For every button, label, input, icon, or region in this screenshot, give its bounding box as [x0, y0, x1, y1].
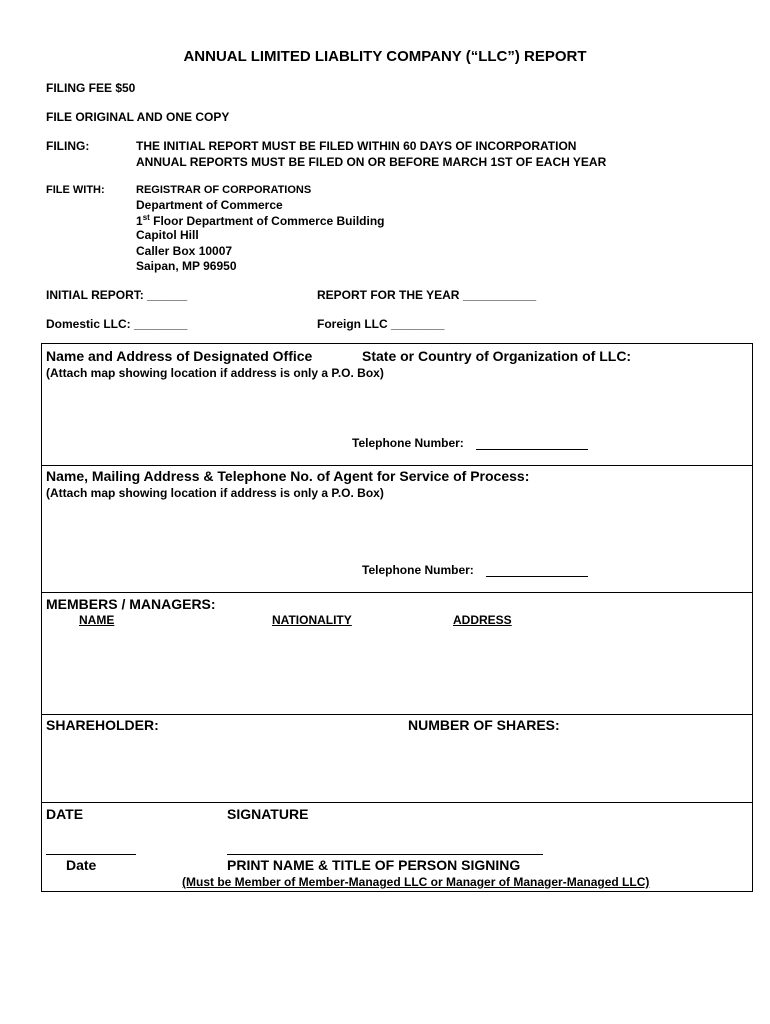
initial-report-label: INITIAL REPORT: [46, 288, 144, 302]
initial-report [46, 288, 187, 302]
column-name: NAME [79, 613, 115, 627]
state-country-heading: State or Country of Organization of LLC: [362, 348, 632, 364]
file-original: FILE ORIGINAL AND ONE COPY [46, 110, 230, 124]
agent-telephone-blank[interactable] [486, 576, 588, 577]
section-divider-2 [41, 592, 753, 593]
report-year-label: REPORT FOR THE YEAR [317, 288, 460, 302]
filing-line-1: THE INITIAL REPORT MUST BE FILED WITHIN 60 DAYS OF INCORPORATION [136, 139, 577, 153]
foreign-llc-label: Foreign LLC [317, 317, 388, 331]
office-telephone-label: Telephone Number: [352, 436, 464, 450]
column-nationality: NATIONALITY [272, 613, 352, 627]
floor-number: 1 [136, 214, 143, 228]
shareholder-heading: SHAREHOLDER: [46, 717, 159, 733]
column-address: ADDRESS [453, 613, 512, 627]
office-telephone-blank[interactable] [476, 449, 588, 450]
department: Department of Commerce [136, 198, 283, 212]
initial-report-blank[interactable]: ______ [147, 288, 188, 302]
agent-note: (Attach map showing location if address is only a P.O. Box) [46, 486, 384, 500]
floor-address [136, 213, 385, 228]
caller-box: Caller Box 10007 [136, 244, 233, 258]
domestic-llc [46, 317, 187, 331]
registrar: REGISTRAR OF CORPORATIONS [136, 184, 312, 196]
file-with-label: FILE WITH: [46, 184, 105, 196]
signature-blank[interactable] [227, 854, 543, 855]
section-divider-4 [41, 802, 753, 803]
designated-office-note: (Attach map showing location if address is only a P.O. Box) [46, 366, 384, 380]
page-title: ANNUAL LIMITED LIABLITY COMPANY (“LLC”) REPORT [183, 48, 587, 65]
date-blank[interactable] [46, 854, 136, 855]
foreign-llc [317, 317, 444, 331]
filing-line-2: ANNUAL REPORTS MUST BE FILED ON OR BEFORE MARCH 1ST OF EACH YEAR [136, 155, 607, 169]
capitol-hill: Capitol Hill [136, 228, 199, 242]
domestic-llc-blank[interactable]: ________ [134, 317, 188, 331]
form-bottom-border [41, 891, 753, 892]
agent-heading: Name, Mailing Address & Telephone No. of Agent for Service of Process: [46, 468, 530, 484]
section-divider-3 [41, 714, 753, 715]
domestic-llc-label: Domestic LLC: [46, 317, 131, 331]
members-heading: MEMBERS / MANAGERS: [46, 596, 216, 612]
foreign-llc-blank[interactable]: ________ [391, 317, 445, 331]
form-top-border [41, 343, 753, 344]
report-year [317, 288, 536, 302]
date-label: Date [66, 857, 97, 873]
report-year-blank[interactable]: ___________ [462, 288, 537, 302]
agent-telephone-label: Telephone Number: [362, 563, 474, 577]
must-be-note: (Must be Member of Member-Managed LLC or Manager of Manager-Managed LLC) [182, 875, 650, 889]
section-divider-1 [41, 465, 753, 466]
filing-label: FILING: [46, 139, 90, 153]
signature-heading: SIGNATURE [227, 806, 309, 822]
number-of-shares-heading: NUMBER OF SHARES: [408, 717, 560, 733]
form-right-border [752, 343, 753, 891]
designated-office-heading: Name and Address of Designated Office [46, 348, 313, 364]
floor-building: Floor Department of Commerce Building [149, 214, 385, 228]
filing-fee: FILING FEE $50 [46, 81, 136, 95]
date-heading: DATE [46, 806, 84, 822]
floor-suffix: st [142, 213, 150, 222]
print-name-label: PRINT NAME & TITLE OF PERSON SIGNING [227, 857, 521, 873]
form-left-border [41, 343, 42, 891]
city-zip: Saipan, MP 96950 [136, 259, 237, 273]
